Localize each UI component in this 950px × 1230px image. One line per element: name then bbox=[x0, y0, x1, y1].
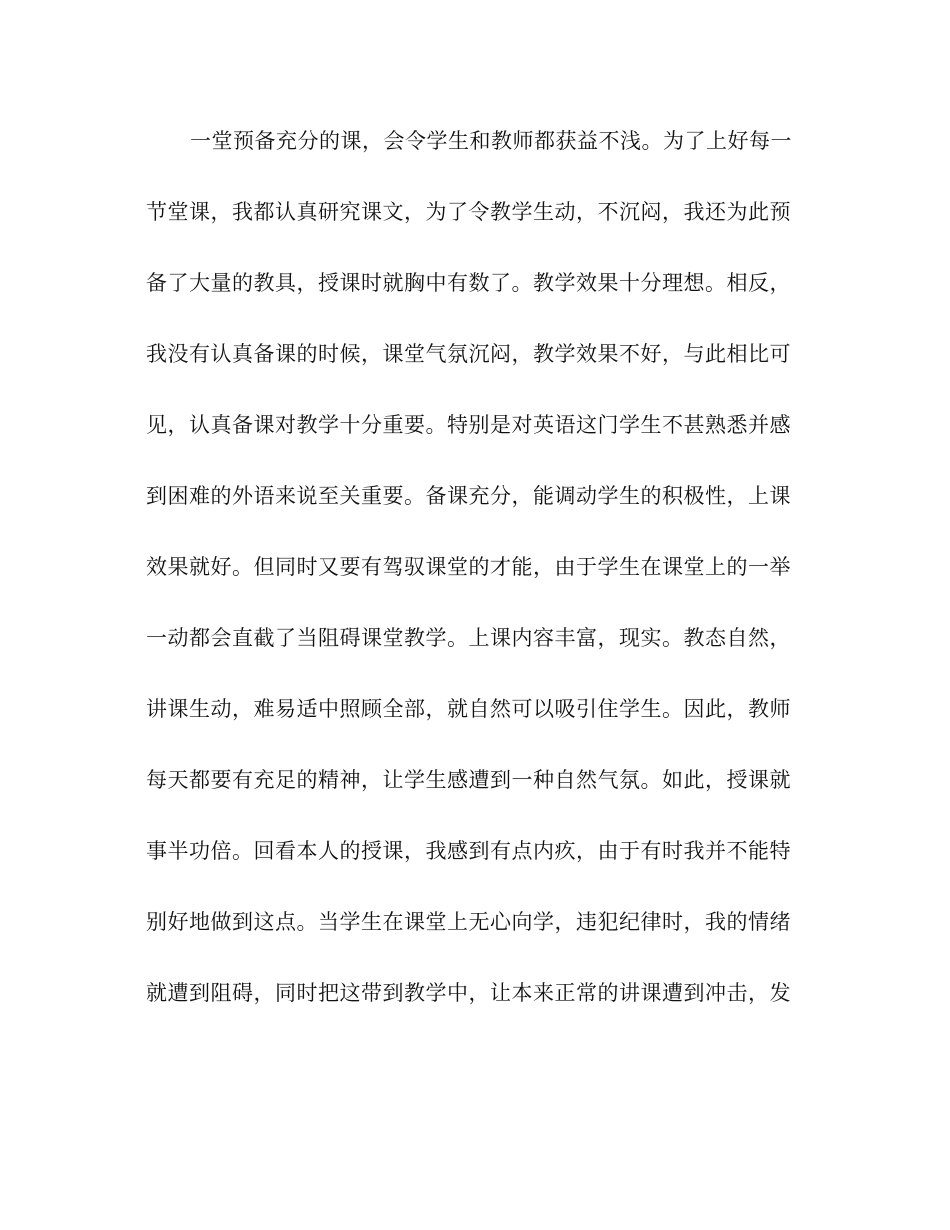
text-line: 别好地做到这点。当学生在课堂上无心向学，违犯纪律时，我的情绪 bbox=[146, 910, 791, 934]
text-line: 事半功倍。回看本人的授课，我感到有点内疚，由于有时我并不能特 bbox=[146, 839, 791, 863]
body-paragraph bbox=[146, 122, 806, 1045]
text-line: 见，认真备课对教学十分重要。特别是对英语这门学生不甚熟悉并感 bbox=[146, 413, 791, 437]
text-line: 我没有认真备课的时候，课堂气氛沉闷，教学效果不好，与此相比可 bbox=[146, 342, 791, 366]
text-line: 到困难的外语来说至关重要。备课充分，能调动学生的积极性，上课 bbox=[146, 484, 791, 508]
text-line: 效果就好。但同时又要有驾驭课堂的才能，由于学生在课堂上的一举 bbox=[146, 555, 791, 579]
text-line: 就遭到阻碍，同时把这带到教学中，让本来正常的讲课遭到冲击，发 bbox=[146, 981, 791, 1005]
text-line: 备了大量的教具，授课时就胸中有数了。教学效果十分理想。相反， bbox=[146, 271, 791, 295]
text-line: 节堂课，我都认真研究课文，为了令教学生动，不沉闷，我还为此预 bbox=[146, 200, 791, 224]
text-line: 一堂预备充分的课，会令学生和教师都获益不浅。为了上好每一 bbox=[190, 129, 792, 153]
text-line: 讲课生动，难易适中照顾全部，就自然可以吸引住学生。因此，教师 bbox=[146, 697, 791, 721]
text-line: 一动都会直截了当阻碍课堂教学。上课内容丰富，现实。教态自然， bbox=[146, 626, 791, 650]
text-line: 每天都要有充足的精神，让学生感遭到一种自然气氛。如此，授课就 bbox=[146, 768, 791, 792]
